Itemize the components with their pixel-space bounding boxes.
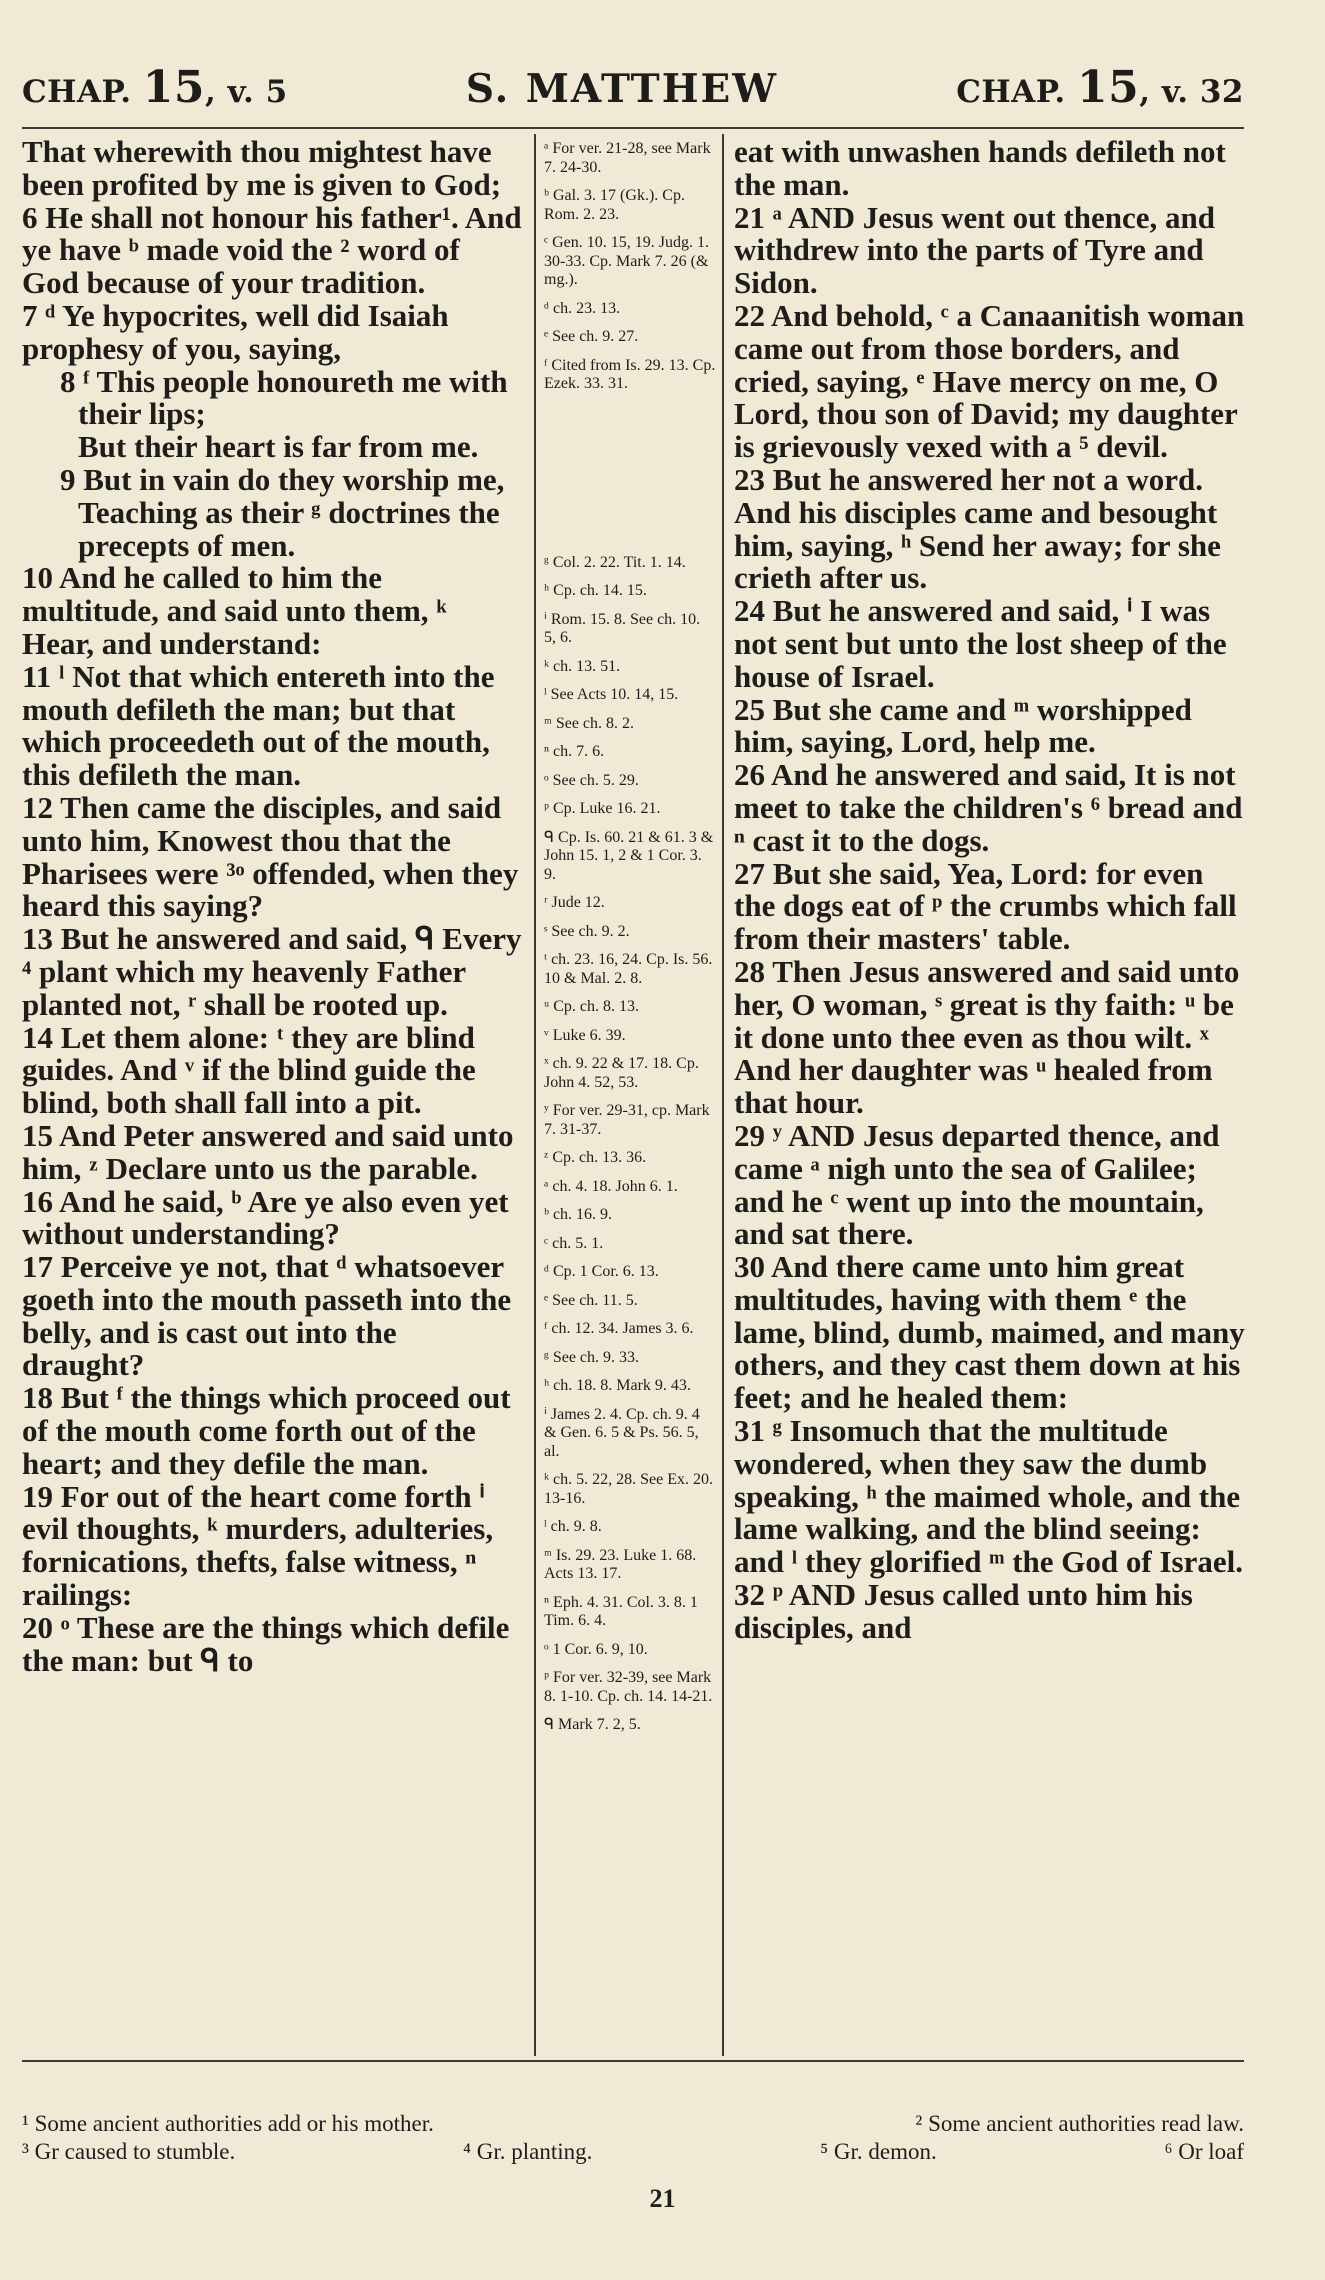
verse-15: 15 And Peter answered and said unto him, ᶻ Declare unto us the parable. [22,1117,514,1186]
cross-reference: ᑫ Cp. Is. 60. 21 & 61. 3 & John 15. 1, 2 & 1 Cor. 3. 9. [544,828,714,883]
verse-20-cont: eat with unwashen hands defileth not the man. [734,134,1226,202]
cross-reference: ᵖ For ver. 32-39, see Mark 8. 1-10. Cp. ch. 14. 14-21. [544,1669,713,1705]
verse-9-line-2: Teaching as their ᵍ doctrines the precepts of men. [78,494,500,563]
cross-reference: ᵗ ch. 23. 16, 24. Cp. Is. 56. 10 & Mal. 2. 8. [544,951,713,987]
footnote-4: ⁴ Gr. planting. [462,2139,593,2164]
verse-28: 28 Then Jesus answered and said unto her, O woman, ˢ great is thy faith: ᵘ be it done unto thee even as thou wilt. ˣ And her daughter was ᵘ healed from that hour. [734,953,1240,1121]
cross-reference: ᶠ Cited from Is. 29. 13. Cp. Ezek. 33. 31. [544,356,716,392]
cross-reference: ᵘ Cp. ch. 8. 13. [544,998,640,1015]
cross-reference: ˢ See ch. 9. 2. [544,922,630,940]
verse-11: 11 ˡ Not that which entereth into the mouth defileth the man; but that which proceedeth out of the mouth, this defileth the man. [22,658,495,793]
cross-reference: ᵏ ch. 13. 51. [544,657,621,675]
running-header [22,62,1244,122]
cross-reference: ʰ ch. 18. 8. Mark 9. 43. [544,1377,691,1394]
footnote-6: ⁶ Or loaf [1164,2139,1244,2164]
footnote-5: ⁵ Gr. demon. [820,2139,937,2164]
verse-8-line-2: But their heart is far from me. [78,429,479,465]
verse-25: 25 But she came and ᵐ worshipped him, saying, Lord, help me. [734,691,1192,760]
cross-reference: ᵃ For ver. 21-28, see Mark 7. 24-30. [544,140,711,176]
verse-16: 16 And he said, ᵇ Are ye also even yet without understanding? [22,1183,509,1252]
verse-27: 27 But she said, Yea, Lord: for even the dogs eat of ᵖ the crumbs which fall from their masters' table. [734,855,1237,957]
cross-reference: ᵉ See ch. 11. 5. [544,1291,638,1309]
cross-reference-group-bottom [544,554,716,1735]
page-number: 21 [649,2184,676,2213]
verse-17: 17 Perceive ye not, that ᵈ whatsoever goeth into the mouth passeth into the belly, and is cast out into the draught? [22,1249,512,1383]
cross-reference: ᵒ See ch. 5. 29. [544,771,639,789]
verse-14: 14 Let them alone: ᵗ they are blind guides. And ᵛ if the blind guide the blind, both shall fall into a pit. [22,1019,476,1121]
cross-reference: ʸ For ver. 29-31, cp. Mark 7. 31-37. [544,1102,710,1138]
footnote-2: ² Some ancient authorities read law. [915,2111,1244,2136]
cross-reference: ᑫ Mark 7. 2, 5. [544,1716,641,1733]
header-rule [22,127,1244,129]
cross-reference: ˡ ch. 9. 8. [544,1518,602,1535]
cross-reference: ᵐ See ch. 8. 2. [544,714,635,732]
cross-reference: ᵐ Is. 29. 23. Luke 1. 68. Acts 13. 17. [544,1546,697,1582]
cross-reference: ʰ Cp. ch. 14. 15. [544,582,647,599]
cross-reference: ˡ See Acts 10. 14, 15. [544,686,679,703]
cross-reference: ᵍ See ch. 9. 33. [544,1348,640,1366]
book-title: S. MATTHEW [465,66,779,112]
verse-10: 10 And he called to him the multitude, and said unto them, ᵏ Hear, and understand: [22,560,447,661]
footnote-row [22,2138,1244,2166]
footnote-rule [22,2060,1244,2062]
cross-reference: ⁿ ch. 7. 6. [544,743,605,760]
cross-reference: ˣ ch. 9. 22 & 17. 18. Cp. John 4. 52, 53. [544,1055,699,1091]
cross-reference: ᵍ Col. 2. 22. Tit. 1. 14. [544,553,686,571]
verse-12: 12 Then came the disciples, and said unto him, Knowest thou that the Pharisees were ³ᵒ offended, when they heard this saying? [22,789,519,924]
verse-7: 7 ᵈ Ye hypocrites, well did Isaiah prophesy of you, saying, [22,297,449,366]
verse-6: 6 He shall not honour his father¹. And ye have ᵇ made void the ² word of God because of your tradition. [22,199,522,301]
verse-19: 19 For out of the heart come forth ⁱ evil thoughts, ᵏ murders, adulteries, fornications, thefts, false witness, ⁿ railings: [22,1478,494,1613]
cross-reference: ᵈ ch. 23. 13. [544,299,621,317]
cross-reference: ᵇ Gal. 3. 17 (Gk.). Cp. Rom. 2. 23. [544,187,685,223]
cross-reference: ⁱ James 2. 4. Cp. ch. 9. 4 & Gen. 6. 5 & Ps. 56. 5, al. [544,1405,700,1460]
column-divider-right [722,134,724,2056]
verse-9: 9 But in vain do they worship me, [60,461,505,497]
verse-32: 32 ᵖ AND Jesus called unto him his disciples, and [734,1577,1193,1645]
cross-reference: ᶜ ch. 5. 1. [544,1234,604,1252]
cross-reference: ᶜ Gen. 10. 15, 19. Judg. 1. 30-33. Cp. Mark 7. 26 (& mg.). [544,234,709,288]
verse-29: 29 ʸ AND Jesus departed thence, and came ᵃ nigh unto the sea of Galilee; and he ᶜ went up into the mountain, and sat there. [734,1117,1220,1252]
header-left-reference: CHAP. 15, v. 5 [22,62,288,113]
verse-18: 18 But ᶠ the things which proceed out of the mouth come forth out of the heart; and they defile the man. [22,1380,511,1481]
verse-13: 13 But he answered and said, ᑫ Every ⁴ plant which my heavenly Father planted not, ʳ shall be rooted up. [22,921,522,1022]
footnotes [22,2110,1244,2166]
verse-20: 20 ᵒ These are the things which defile the man: but ᑫ to [22,1609,510,1678]
cross-reference: ᵏ ch. 5. 22, 28. See Ex. 20. 13-16. [544,1471,714,1507]
verse-26: 26 And he answered and said, It is not meet to take the children's ⁶ bread and ⁿ cast it to the dogs. [734,757,1243,858]
footnote-3: ³ Gr caused to stumble. [22,2139,236,2164]
cross-reference: ᵒ 1 Cor. 6. 9, 10. [544,1640,648,1658]
cross-reference: ᵛ Luke 6. 39. [544,1026,626,1044]
verse-24: 24 But he answered and said, ⁱ I was not sent but unto the lost sheep of the house of Israel. [734,593,1227,694]
verse-22: 22 And behold, ᶜ a Canaanitish woman came out from those borders, and cried, saying, ᵉ Have mercy on me, O Lord, thou son of David; my daughter is grievously vexed with a ⁵ devil. [734,297,1245,465]
verse-8: 8 ᶠ This people honoureth me with their lips; [60,363,508,432]
cross-reference: ᶻ Cp. ch. 13. 36. [544,1149,647,1166]
cross-reference: ⁿ Eph. 4. 31. Col. 3. 8. 1 Tim. 6. 4. [544,1593,698,1629]
header-right-reference: CHAP. 15, v. 32 [956,62,1244,113]
cross-reference: ᵖ Cp. Luke 16. 21. [544,800,661,817]
cross-reference-group-top [544,140,716,394]
cross-reference: ⁱ Rom. 15. 8. See ch. 10. 5, 6. [544,610,701,646]
verse-31: 31 ᵍ Insomuch that the multitude wondered, when they saw the dumb speaking, ʰ the maimed whole, and the lame walking, and the blind seeing: and ˡ they glorified ᵐ the God of Israel. [734,1413,1243,1580]
cross-reference-spacer [544,404,716,554]
left-text-column [22,136,522,1677]
verse-30: 30 And there came unto him great multitudes, having with them ᵉ the lame, blind, dumb, maimed, and many others, and they cast them down at his feet; and he healed them: [734,1249,1245,1416]
right-text-column [734,136,1246,1645]
verse-text: That wherewith thou mightest have been profited by me is given to God; [22,134,502,202]
verse-21: 21 ᵃ AND Jesus went out thence, and withdrew into the parts of Tyre and Sidon. [734,199,1215,301]
cross-reference-column [544,140,716,1745]
cross-reference: ᵃ ch. 4. 18. John 6. 1. [544,1177,678,1195]
cross-reference: ᵉ See ch. 9. 27. [544,328,639,345]
footnote-row [22,2110,1244,2138]
footnote-1: ¹ Some ancient authorities add or his mother. [22,2111,434,2136]
cross-reference: ʳ Jude 12. [544,894,605,911]
cross-reference: ᵈ Cp. 1 Cor. 6. 13. [544,1263,659,1280]
cross-reference: ᶠ ch. 12. 34. James 3. 6. [544,1320,694,1337]
verse-23: 23 But he answered her not a word. And his disciples came and besought him, saying, ʰ Send her away; for she crieth after us. [734,461,1221,596]
column-divider-left [534,134,536,2056]
cross-reference: ᵇ ch. 16. 9. [544,1206,613,1223]
